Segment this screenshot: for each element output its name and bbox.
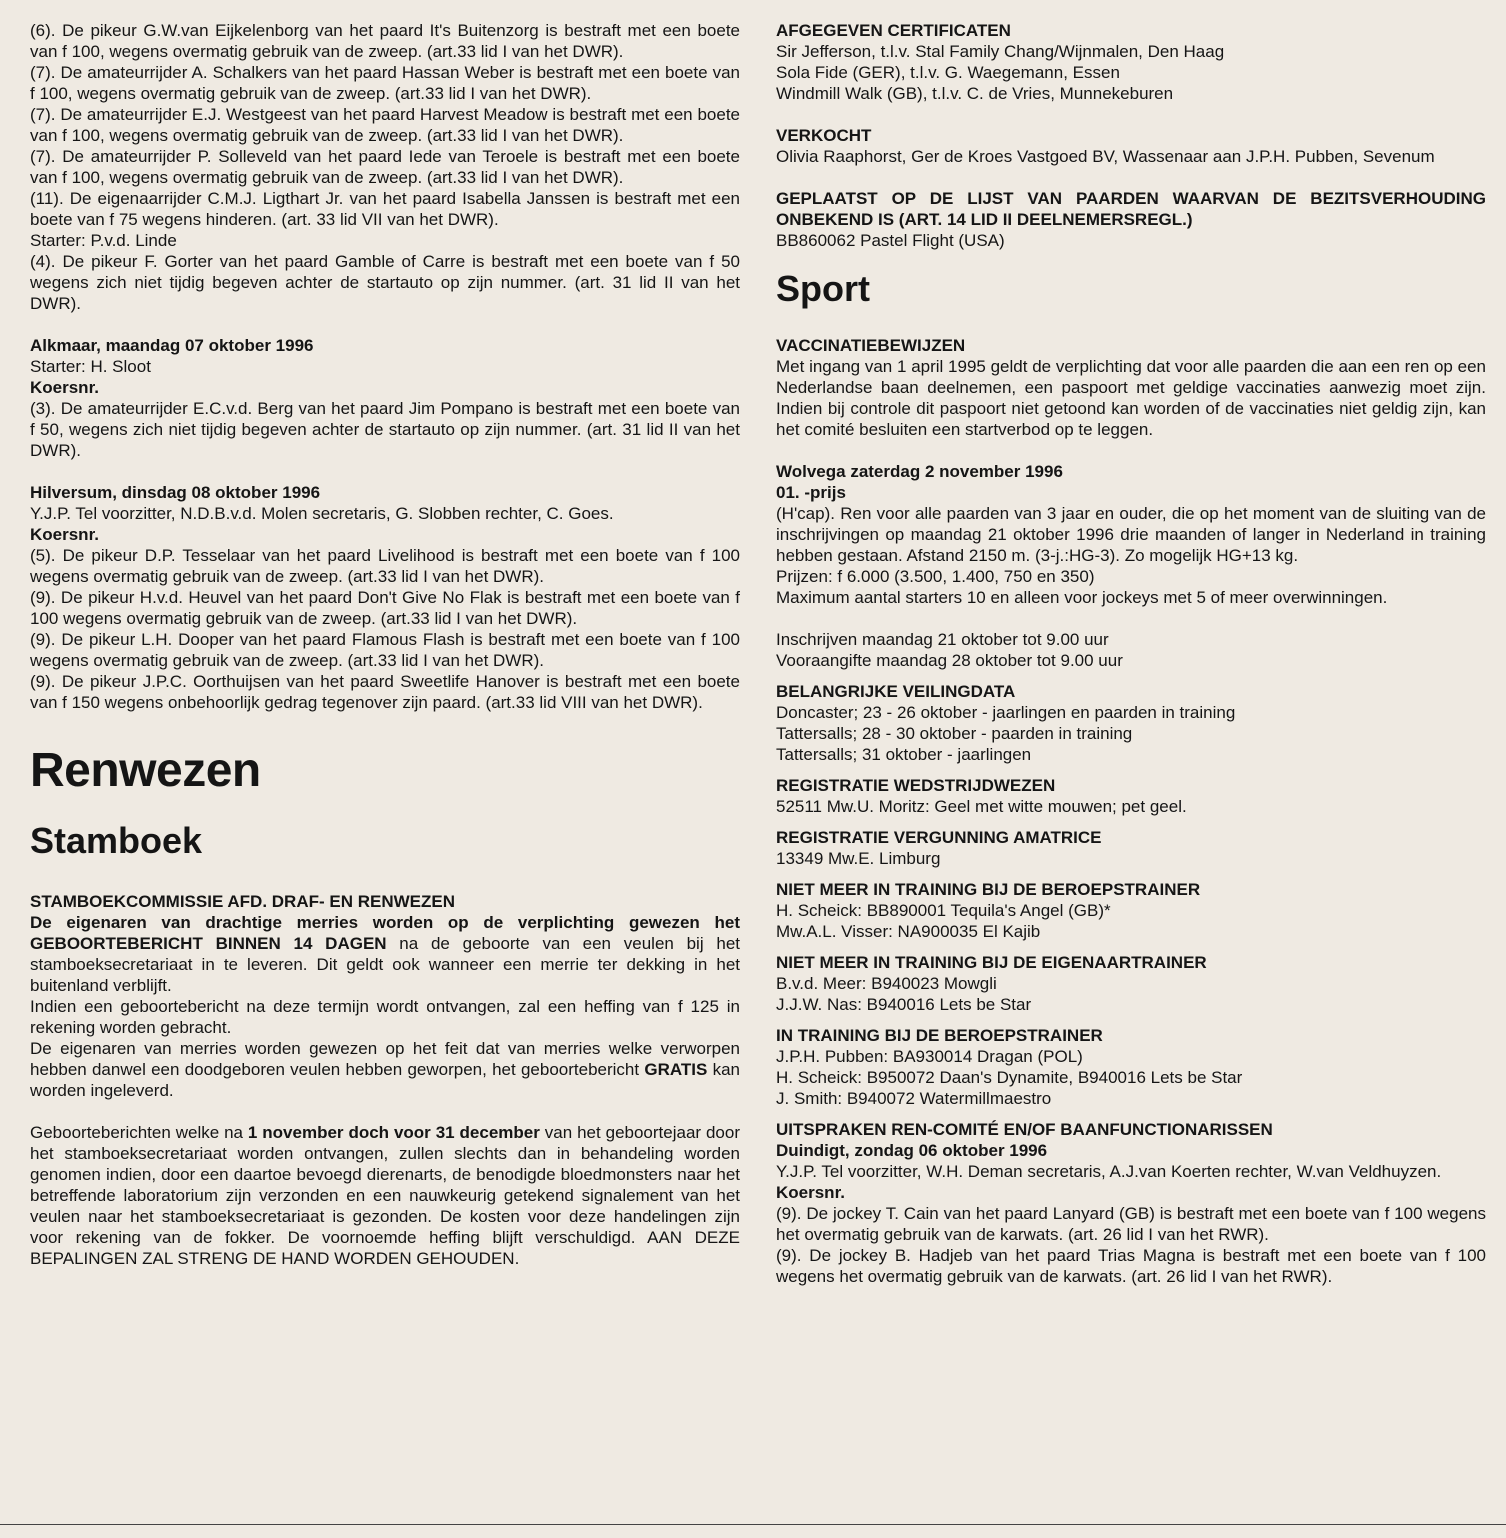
commissie-paragraph-2: Indien een geboortebericht na deze termijn wordt ontvangen, zal een heffing van f 125 in rekening worden gebracht. xyxy=(30,997,740,1037)
vooraangifte-line: Vooraangifte maandag 28 oktober tot 9.00 uur xyxy=(776,651,1123,670)
commissie-p4-bold: 1 november doch voor 31 december xyxy=(247,1123,540,1142)
commissie-rest-1: na de geboorte van een veulen bij het stamboeksecretariaat in te leveren. Dit geldt ook wanneer een merrie ter dekking in het buitenland verblijft. xyxy=(30,934,740,995)
koersnr-label: Koersnr. xyxy=(30,525,99,544)
starter-line: Starter: H. Sloot xyxy=(30,357,151,376)
veiling-line: Tattersalls; 28 - 30 oktober - paarden in training xyxy=(776,724,1133,743)
in-training-line: H. Scheick: B950072 Daan's Dynamite, B940016 Lets be Star xyxy=(776,1068,1243,1087)
cert-line: Sola Fide (GER), t.l.v. G. Waegemann, Essen xyxy=(776,63,1120,82)
koersnr-label: Koersnr. xyxy=(776,1183,845,1202)
ruling-item: (9). De jockey B. Hadjeb van het paard Trias Magna is bestraft met een boete van f 100 wegens het overmatig gebruik van de karwats. (art. 26 lid I van het RWR). xyxy=(776,1246,1486,1286)
section-title-renwezen: Renwezen xyxy=(30,744,261,797)
ruling-item: (7). De amateurrijder A. Schalkers van het paard Hassan Weber is bestraft met een boete van f 100, wegens overmatig gebruik van de zweep. (art.33 lid I van het DWR). xyxy=(30,63,740,103)
wolvega-prijs: 01. -prijs xyxy=(776,483,846,502)
section-title-stamboek: Stamboek xyxy=(30,820,203,861)
officials-line: Y.J.P. Tel voorzitter, N.D.B.v.d. Molen secretaris, G. Slobben rechter, C. Goes. xyxy=(30,504,614,523)
wolvega-max: Maximum aantal starters 10 en alleen voor jockeys met 5 of meer overwinningen. xyxy=(776,588,1388,607)
duindigt-heading: Duindigt, zondag 06 oktober 1996 xyxy=(776,1141,1048,1160)
ruling-item: (7). De amateurrijder P. Solleveld van het paard Iede van Teroele is bestraft met een boete van f 100, wegens overmatig gebruik van de zweep. (art.33 lid I van het DWR). xyxy=(30,147,740,187)
lijst-line: BB860062 Pastel Flight (USA) xyxy=(776,231,1005,250)
verkocht-text: Olivia Raaphorst, Ger de Kroes Vastgoed BV, Wassenaar aan J.P.H. Pubben, Sevenum xyxy=(776,147,1435,166)
reg-wed-line: 52511 Mw.U. Moritz: Geel met witte mouwen; pet geel. xyxy=(776,797,1187,816)
niet-beroep-line: Mw.A.L. Visser: NA900035 El Kajib xyxy=(776,922,1041,941)
duindigt-officials: Y.J.P. Tel voorzitter, W.H. Deman secretaris, A.J.van Koerten rechter, W.van Veldhuyzen. xyxy=(776,1162,1442,1181)
cert-heading: AFGEGEVEN CERTIFICATEN xyxy=(776,21,1011,40)
in-training-line: J. Smith: B940072 Watermillmaestro xyxy=(776,1089,1052,1108)
left-column xyxy=(30,20,740,1269)
wolvega-prijzen: Prijzen: f 6.000 (3.500, 1.400, 750 en 350) xyxy=(776,567,1095,586)
lijst-heading: GEPLAATST OP DE LIJST VAN PAARDEN WAARVAN DE BEZITSVERHOUDING ONBEKEND IS (ART. 14 LID II DEELNEMERSREGL.) xyxy=(776,189,1486,229)
niet-eig-heading: NIET MEER IN TRAINING BIJ DE EIGENAARTRAINER xyxy=(776,953,1207,972)
ruling-item: (5). De pikeur D.P. Tesselaar van het paard Livelihood is bestraft met een boete van f 100 wegens overmatig gebruik van de zweep. (art.33 lid I van het DWR). xyxy=(30,546,740,586)
commissie-p4-a: Geboorteberichten welke na xyxy=(30,1123,248,1142)
wolvega-text: (H'cap). Ren voor alle paarden van 3 jaar en ouder, die op het moment van de sluiting van de inschrijvingen op maandag 21 oktober 1996 drie maanden of langer in Nederland in training hebben gestaan. Afstand 2150 m. (3-j.:HG-3). Zo mogelijk HG+13 kg. xyxy=(776,504,1486,565)
wolvega-heading: Wolvega zaterdag 2 november 1996 xyxy=(776,462,1063,481)
in-training-heading: IN TRAINING BIJ DE BEROEPSTRAINER xyxy=(776,1026,1103,1045)
bottom-rule xyxy=(0,1524,1506,1525)
commissie-bold-1: De eigenaren van drachtige merries worden op de verplichting gewezen het GEBOORTEBERICHT BINNEN 14 DAGEN xyxy=(30,913,740,953)
veiling-line: Doncaster; 23 - 26 oktober - jaarlingen en paarden in training xyxy=(776,703,1236,722)
commissie-p4-b: van het geboortejaar door het stamboeksecretariaat worden ontvangen, zullen slechts dan in behandeling worden genomen indien, door een daartoe bevoegd dierenarts, de benodigde bloedmonsters naar het betreffende laboratorium zijn verzonden en een nauwkeurig getekend signalement van het veulen naar het stamboeksecretariaat is gezonden. De kosten voor deze handelingen zijn voor rekening van de fokker. De voornoemde heffing blijft verschuldigd. AAN DEZE BEPALINGEN ZAL STRENG DE HAND WORDEN GEHOUDEN. xyxy=(30,1123,741,1268)
commissie-p3-b: kan worden ingeleverd. xyxy=(30,1060,740,1100)
commissie-paragraph-3 xyxy=(30,1038,740,1101)
niet-eig-line: B.v.d. Meer: B940023 Mowgli xyxy=(776,974,997,993)
ruling-item: (9). De pikeur L.H. Dooper van het paard Flamous Flash is bestraft met een boete van f 100 wegens overmatig gebruik van de zweep. (art.33 lid I van het DWR). xyxy=(30,630,740,670)
uitspraken-heading: UITSPRAKEN REN-COMITÉ EN/OF BAANFUNCTIONARISSEN xyxy=(776,1120,1273,1139)
reg-verg-heading: REGISTRATIE VERGUNNING AMATRICE xyxy=(776,828,1102,847)
inschrijven-line: Inschrijven maandag 21 oktober tot 9.00 uur xyxy=(776,630,1109,649)
vacc-text: Met ingang van 1 april 1995 geldt de verplichting dat voor alle paarden die aan een ren op een Nederlandse baan deelnemen, een paspoort met geldige vaccinaties aanwezig moet zijn. Indien bij controle dit paspoort niet getoond kan worden of de vaccinaties niet geldig zijn, kan het comité besluiten een startverbod op te leggen. xyxy=(776,357,1486,439)
niet-eig-line: J.J.W. Nas: B940016 Lets be Star xyxy=(776,995,1032,1014)
ruling-item: (7). De amateurrijder E.J. Westgeest van het paard Harvest Meadow is bestraft met een boete van f 100, wegens overmatig gebruik van de zweep. (art.33 lid I van het DWR). xyxy=(30,105,740,145)
in-training-line: J.P.H. Pubben: BA930014 Dragan (POL) xyxy=(776,1047,1083,1066)
right-column xyxy=(776,20,1486,1287)
section-title-sport: Sport xyxy=(776,268,870,309)
race-day-heading: Hilversum, dinsdag 08 oktober 1996 xyxy=(30,483,321,502)
koersnr-label: Koersnr. xyxy=(30,378,99,397)
cert-line: Sir Jefferson, t.l.v. Stal Family Chang/Wijnmalen, Den Haag xyxy=(776,42,1225,61)
reg-verg-line: 13349 Mw.E. Limburg xyxy=(776,849,941,868)
commissie-p3-a: De eigenaren van merries worden gewezen op het feit dat van merries welke verworpen hebben danwel een doodgeboren veulen hebben geworpen, het geboortebericht xyxy=(30,1039,740,1079)
ruling-item: (4). De pikeur F. Gorter van het paard Gamble of Carre is bestraft met een boete van f 50 wegens zich niet tijdig begeven achter de startauto op zijn nummer. (art. 31 lid II van het DWR). xyxy=(30,252,740,313)
veiling-heading: BELANGRIJKE VEILINGDATA xyxy=(776,682,1016,701)
ruling-item: (6). De pikeur G.W.van Eijkelenborg van het paard It's Buitenzorg is bestraft met een boete van f 100, wegens overmatig gebruik van de zweep. (art.33 lid I van het DWR). xyxy=(30,21,740,61)
verkocht-heading: VERKOCHT xyxy=(776,126,872,145)
vacc-heading: VACCINATIEBEWIJZEN xyxy=(776,336,966,355)
cert-line: Windmill Walk (GB), t.l.v. C. de Vries, Munnekeburen xyxy=(776,84,1174,103)
ruling-item: (11). De eigenaarrijder C.M.J. Ligthart Jr. van het paard Isabella Janssen is bestraft met een boete van f 75 wegens hinderen. (art. 33 lid VII van het DWR). xyxy=(30,189,740,229)
ruling-item: (9). De jockey T. Cain van het paard Lanyard (GB) is bestraft met een boete van f 100 wegens het overmatig gebruik van de karwats. (art. 26 lid I van het RWR). xyxy=(776,1204,1486,1244)
commissie-paragraph-1 xyxy=(30,912,740,996)
veiling-line: Tattersalls; 31 oktober - jaarlingen xyxy=(776,745,1032,764)
niet-beroep-heading: NIET MEER IN TRAINING BIJ DE BEROEPSTRAINER xyxy=(776,880,1201,899)
ruling-item: (3). De amateurrijder E.C.v.d. Berg van het paard Jim Pompano is bestraft met een boete van f 50, wegens zich niet tijdig begeven achter de startauto op zijn nummer. (art. 31 lid II van het DWR). xyxy=(30,399,740,460)
niet-beroep-line: H. Scheick: BB890001 Tequila's Angel (GB)* xyxy=(776,901,1111,920)
ruling-item: (9). De pikeur H.v.d. Heuvel van het paard Don't Give No Flak is bestraft met een boete van f 100 wegens overmatig gebruik van de zweep. (art.33 lid I van het DWR). xyxy=(30,588,740,628)
reg-wed-heading: REGISTRATIE WEDSTRIJDWEZEN xyxy=(776,776,1056,795)
commissie-heading: STAMBOEKCOMMISSIE AFD. DRAF- EN RENWEZEN xyxy=(30,892,455,911)
ruling-item: (9). De pikeur J.P.C. Oorthuijsen van het paard Sweetlife Hanover is bestraft met een boete van f 150 wegens onbehoorlijk gedrag tegenover zijn paard. (art.33 lid VIII van het DWR). xyxy=(30,672,740,712)
race-day-heading: Alkmaar, maandag 07 oktober 1996 xyxy=(30,336,314,355)
commissie-p3-bold: GRATIS xyxy=(644,1060,708,1079)
commissie-paragraph-4 xyxy=(30,1122,740,1269)
starter-line: Starter: P.v.d. Linde xyxy=(30,231,177,250)
